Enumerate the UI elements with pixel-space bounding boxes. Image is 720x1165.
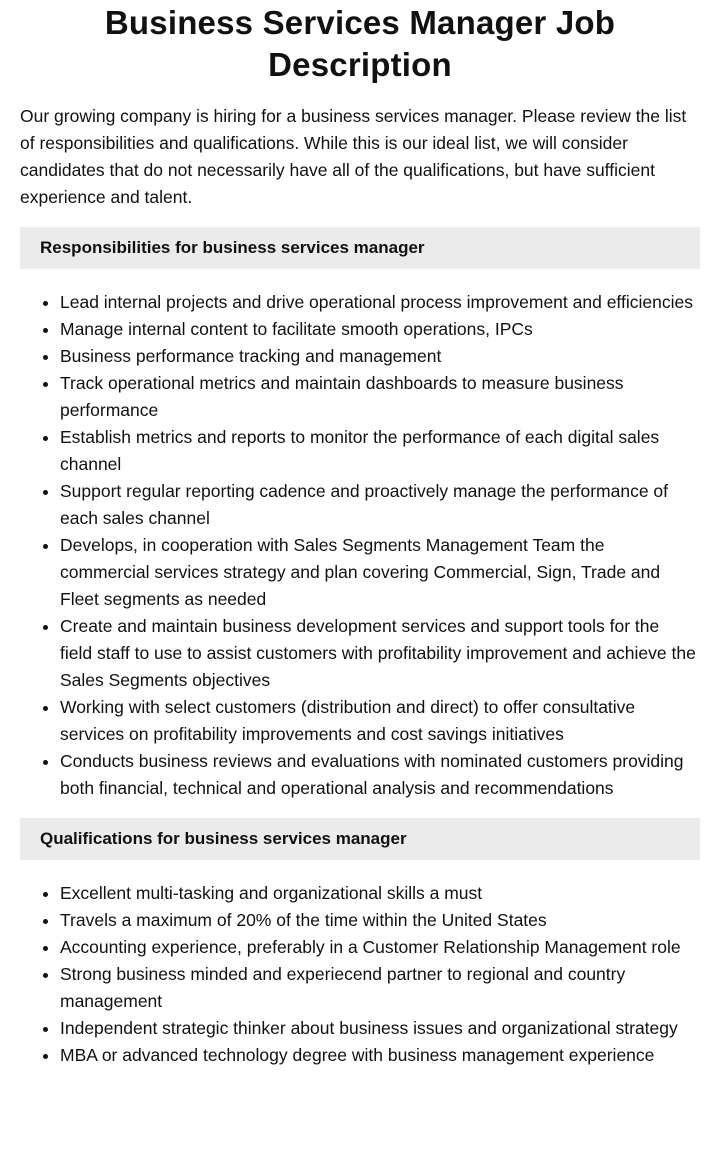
qualifications-heading	[20, 818, 700, 860]
responsibilities-heading-text: Responsibilities for business services manager	[40, 238, 425, 257]
list-item: • Create and maintain business development services and support tools for the field staff to use to assist customers with profitability improvement and achieve the Sales Segments objectives	[60, 613, 700, 694]
list-item: • Independent strategic thinker about business issues and organizational strategy	[60, 1015, 700, 1042]
intro-paragraph: Our growing company is hiring for a business services manager. Please review the list of responsibilities and qualifications. While this is our ideal list, we will consider candidates that do not necessarily have all of the qualifications, but have sufficient experience and talent.	[20, 106, 687, 207]
list-item: • Lead internal projects and drive operational process improvement and efficiencies	[60, 289, 700, 316]
page-title: Business Services Manager Job Description	[104, 4, 616, 83]
list-item: • Working with select customers (distribution and direct) to offer consultative services on profitability improvements and cost savings initiatives	[60, 694, 700, 748]
list-item: • Business performance tracking and management	[60, 343, 700, 370]
responsibilities-heading	[20, 227, 700, 269]
list-item: • Travels a maximum of 20% of the time within the United States	[60, 907, 700, 934]
list-item: • Accounting experience, preferably in a Customer Relationship Management role	[60, 934, 700, 961]
list-item: • Develops, in cooperation with Sales Segments Management Team the commercial services strategy and plan covering Commercial, Sign, Trade and Fleet segments as needed	[60, 532, 700, 613]
responsibilities-list	[20, 289, 700, 802]
list-item: • Excellent multi-tasking and organizational skills a must	[60, 880, 700, 907]
list-item: • Track operational metrics and maintain dashboards to measure business performance	[60, 370, 700, 424]
list-item: • Strong business minded and experiecend partner to regional and country management	[60, 961, 700, 1015]
qualifications-list	[20, 880, 700, 1069]
list-item: • Support regular reporting cadence and proactively manage the performance of each sales channel	[60, 478, 700, 532]
qualifications-heading-text: Qualifications for business services manager	[40, 829, 407, 848]
list-item: • Manage internal content to facilitate smooth operations, IPCs	[60, 316, 700, 343]
list-item: • Establish metrics and reports to monitor the performance of each digital sales channel	[60, 424, 700, 478]
list-item: • MBA or advanced technology degree with business management experience	[60, 1042, 700, 1069]
list-item: • Conducts business reviews and evaluations with nominated customers providing both financial, technical and operational analysis and recommendations	[60, 748, 700, 802]
